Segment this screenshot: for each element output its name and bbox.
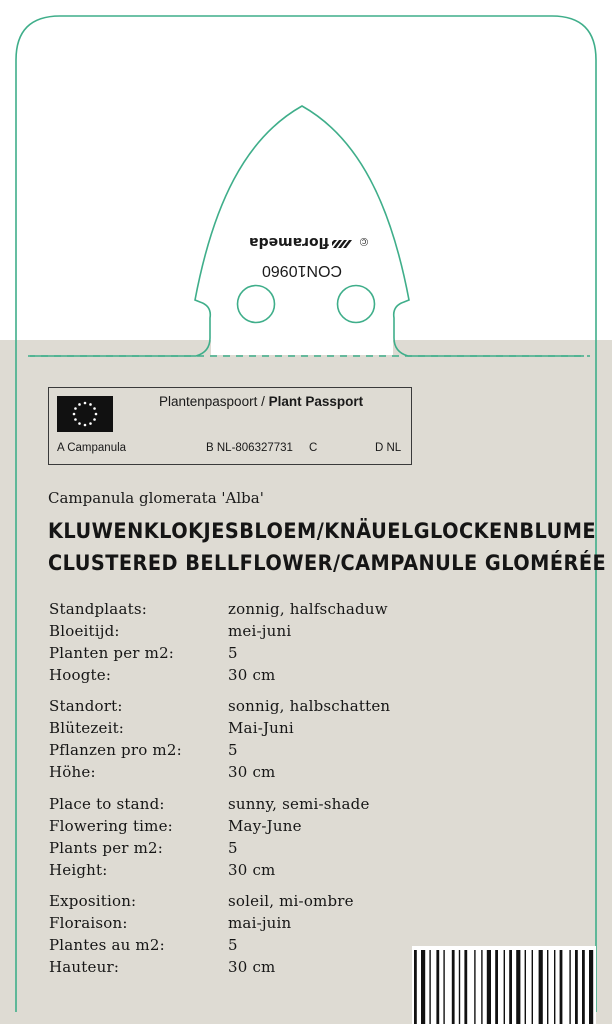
- barcode-bar: [481, 950, 482, 1024]
- eu-star: [78, 422, 81, 425]
- attr-value: soleil, mi-ombre: [228, 892, 354, 910]
- stake-fill-below-line: [211, 340, 393, 355]
- florameda-logo-icon: [332, 240, 352, 248]
- eu-star: [93, 418, 96, 421]
- attr-value: 30 cm: [228, 861, 276, 879]
- attr-value: sonnig, halbschatten: [228, 697, 391, 715]
- eu-star: [74, 418, 77, 421]
- attr-label: Bloeitijd:: [49, 622, 120, 640]
- passport-field-d: D NL: [375, 442, 402, 454]
- barcode-bar: [504, 950, 505, 1024]
- attr-value: 30 cm: [228, 666, 276, 684]
- attr-value: 30 cm: [228, 958, 276, 976]
- attr-value: 5: [228, 741, 238, 759]
- attr-label: Floraison:: [49, 914, 128, 932]
- attr-value: 5: [228, 644, 238, 662]
- barcode-bar: [575, 950, 578, 1024]
- barcode-bar: [464, 950, 467, 1024]
- passport-title-regular: Plantenpaspoort /: [159, 394, 269, 409]
- common-name-line-1: KLUWENKLOKJESBLOEM/KNÄUELGLOCKENBLUME: [48, 519, 597, 543]
- common-name-line-2: CLUSTERED BELLFLOWER/CAMPANULE GLOMÉRÉE: [48, 551, 607, 575]
- barcode-bar: [569, 950, 570, 1024]
- barcode-bar: [516, 950, 520, 1024]
- barcode-bar: [414, 950, 417, 1024]
- passport-field-c: C: [309, 442, 318, 454]
- hanging-hole-left: [238, 286, 275, 323]
- barcode-bar: [560, 950, 563, 1024]
- barcode-bar: [547, 950, 548, 1024]
- eu-star: [78, 403, 81, 406]
- brand-name: florameda: [249, 234, 329, 250]
- barcode-icon: [412, 946, 596, 1024]
- barcode-bar: [459, 950, 460, 1024]
- attr-value: sunny, semi-shade: [228, 795, 370, 813]
- barcode-bar: [474, 950, 475, 1024]
- attr-value: Mai-Juni: [228, 719, 294, 737]
- passport-field-a: A Campanula: [57, 442, 127, 454]
- attr-value: 5: [228, 936, 238, 954]
- barcode-bar: [443, 950, 444, 1024]
- passport-title: [159, 394, 363, 409]
- eu-star: [84, 424, 87, 427]
- attr-label: Standort:: [49, 697, 123, 715]
- attr-value: May-June: [228, 817, 302, 835]
- barcode-bar: [525, 950, 526, 1024]
- eu-star: [89, 403, 92, 406]
- attr-label: Place to stand:: [49, 795, 165, 813]
- attr-label: Standplaats:: [49, 600, 147, 618]
- attr-label: Höhe:: [49, 763, 96, 781]
- barcode-bar: [589, 950, 593, 1024]
- barcode-bar: [429, 950, 430, 1024]
- attr-label: Hauteur:: [49, 958, 120, 976]
- latin-name: Campanula glomerata 'Alba': [48, 489, 264, 507]
- eu-flag-icon: [57, 396, 113, 432]
- eu-star: [93, 407, 96, 410]
- barcode-bar: [509, 950, 512, 1024]
- hanging-hole-right: [338, 286, 375, 323]
- barcode-bar: [582, 950, 585, 1024]
- copyright-mark: ©: [359, 235, 368, 247]
- barcode-bar: [554, 950, 555, 1024]
- attr-value: 30 cm: [228, 763, 276, 781]
- barcode-bar: [421, 950, 425, 1024]
- eu-star: [73, 413, 76, 416]
- eu-star: [84, 402, 87, 405]
- barcode-bar: [532, 950, 533, 1024]
- attr-value: mai-juin: [228, 914, 292, 932]
- barcode-bar: [487, 950, 491, 1024]
- attr-label: Height:: [49, 861, 108, 879]
- attr-label: Blütezeit:: [49, 719, 125, 737]
- attr-label: Plants per m2:: [49, 839, 164, 857]
- barcode-bar: [452, 950, 455, 1024]
- product-code: CON10960: [261, 262, 343, 279]
- passport-title-bold: Plant Passport: [268, 394, 364, 409]
- barcode-bar: [539, 950, 543, 1024]
- attr-label: Plantes au m2:: [49, 936, 165, 954]
- attr-label: Flowering time:: [49, 817, 173, 835]
- attr-value: mei-juni: [228, 622, 292, 640]
- barcode-bar: [495, 950, 498, 1024]
- attr-label: Hoogte:: [49, 666, 112, 684]
- attr-label: Planten per m2:: [49, 644, 175, 662]
- eu-star: [95, 413, 98, 416]
- attr-value: 5: [228, 839, 238, 857]
- plant-passport-box: [48, 387, 412, 465]
- attr-label: Pflanzen pro m2:: [49, 741, 182, 759]
- barcode-bar: [436, 950, 439, 1024]
- eu-star: [89, 422, 92, 425]
- stake-outline: [30, 106, 584, 356]
- attr-label: Exposition:: [49, 892, 137, 910]
- passport-field-b: B NL-806327731: [206, 442, 293, 454]
- eu-star: [74, 407, 77, 410]
- attr-value: zonnig, halfschaduw: [228, 600, 388, 618]
